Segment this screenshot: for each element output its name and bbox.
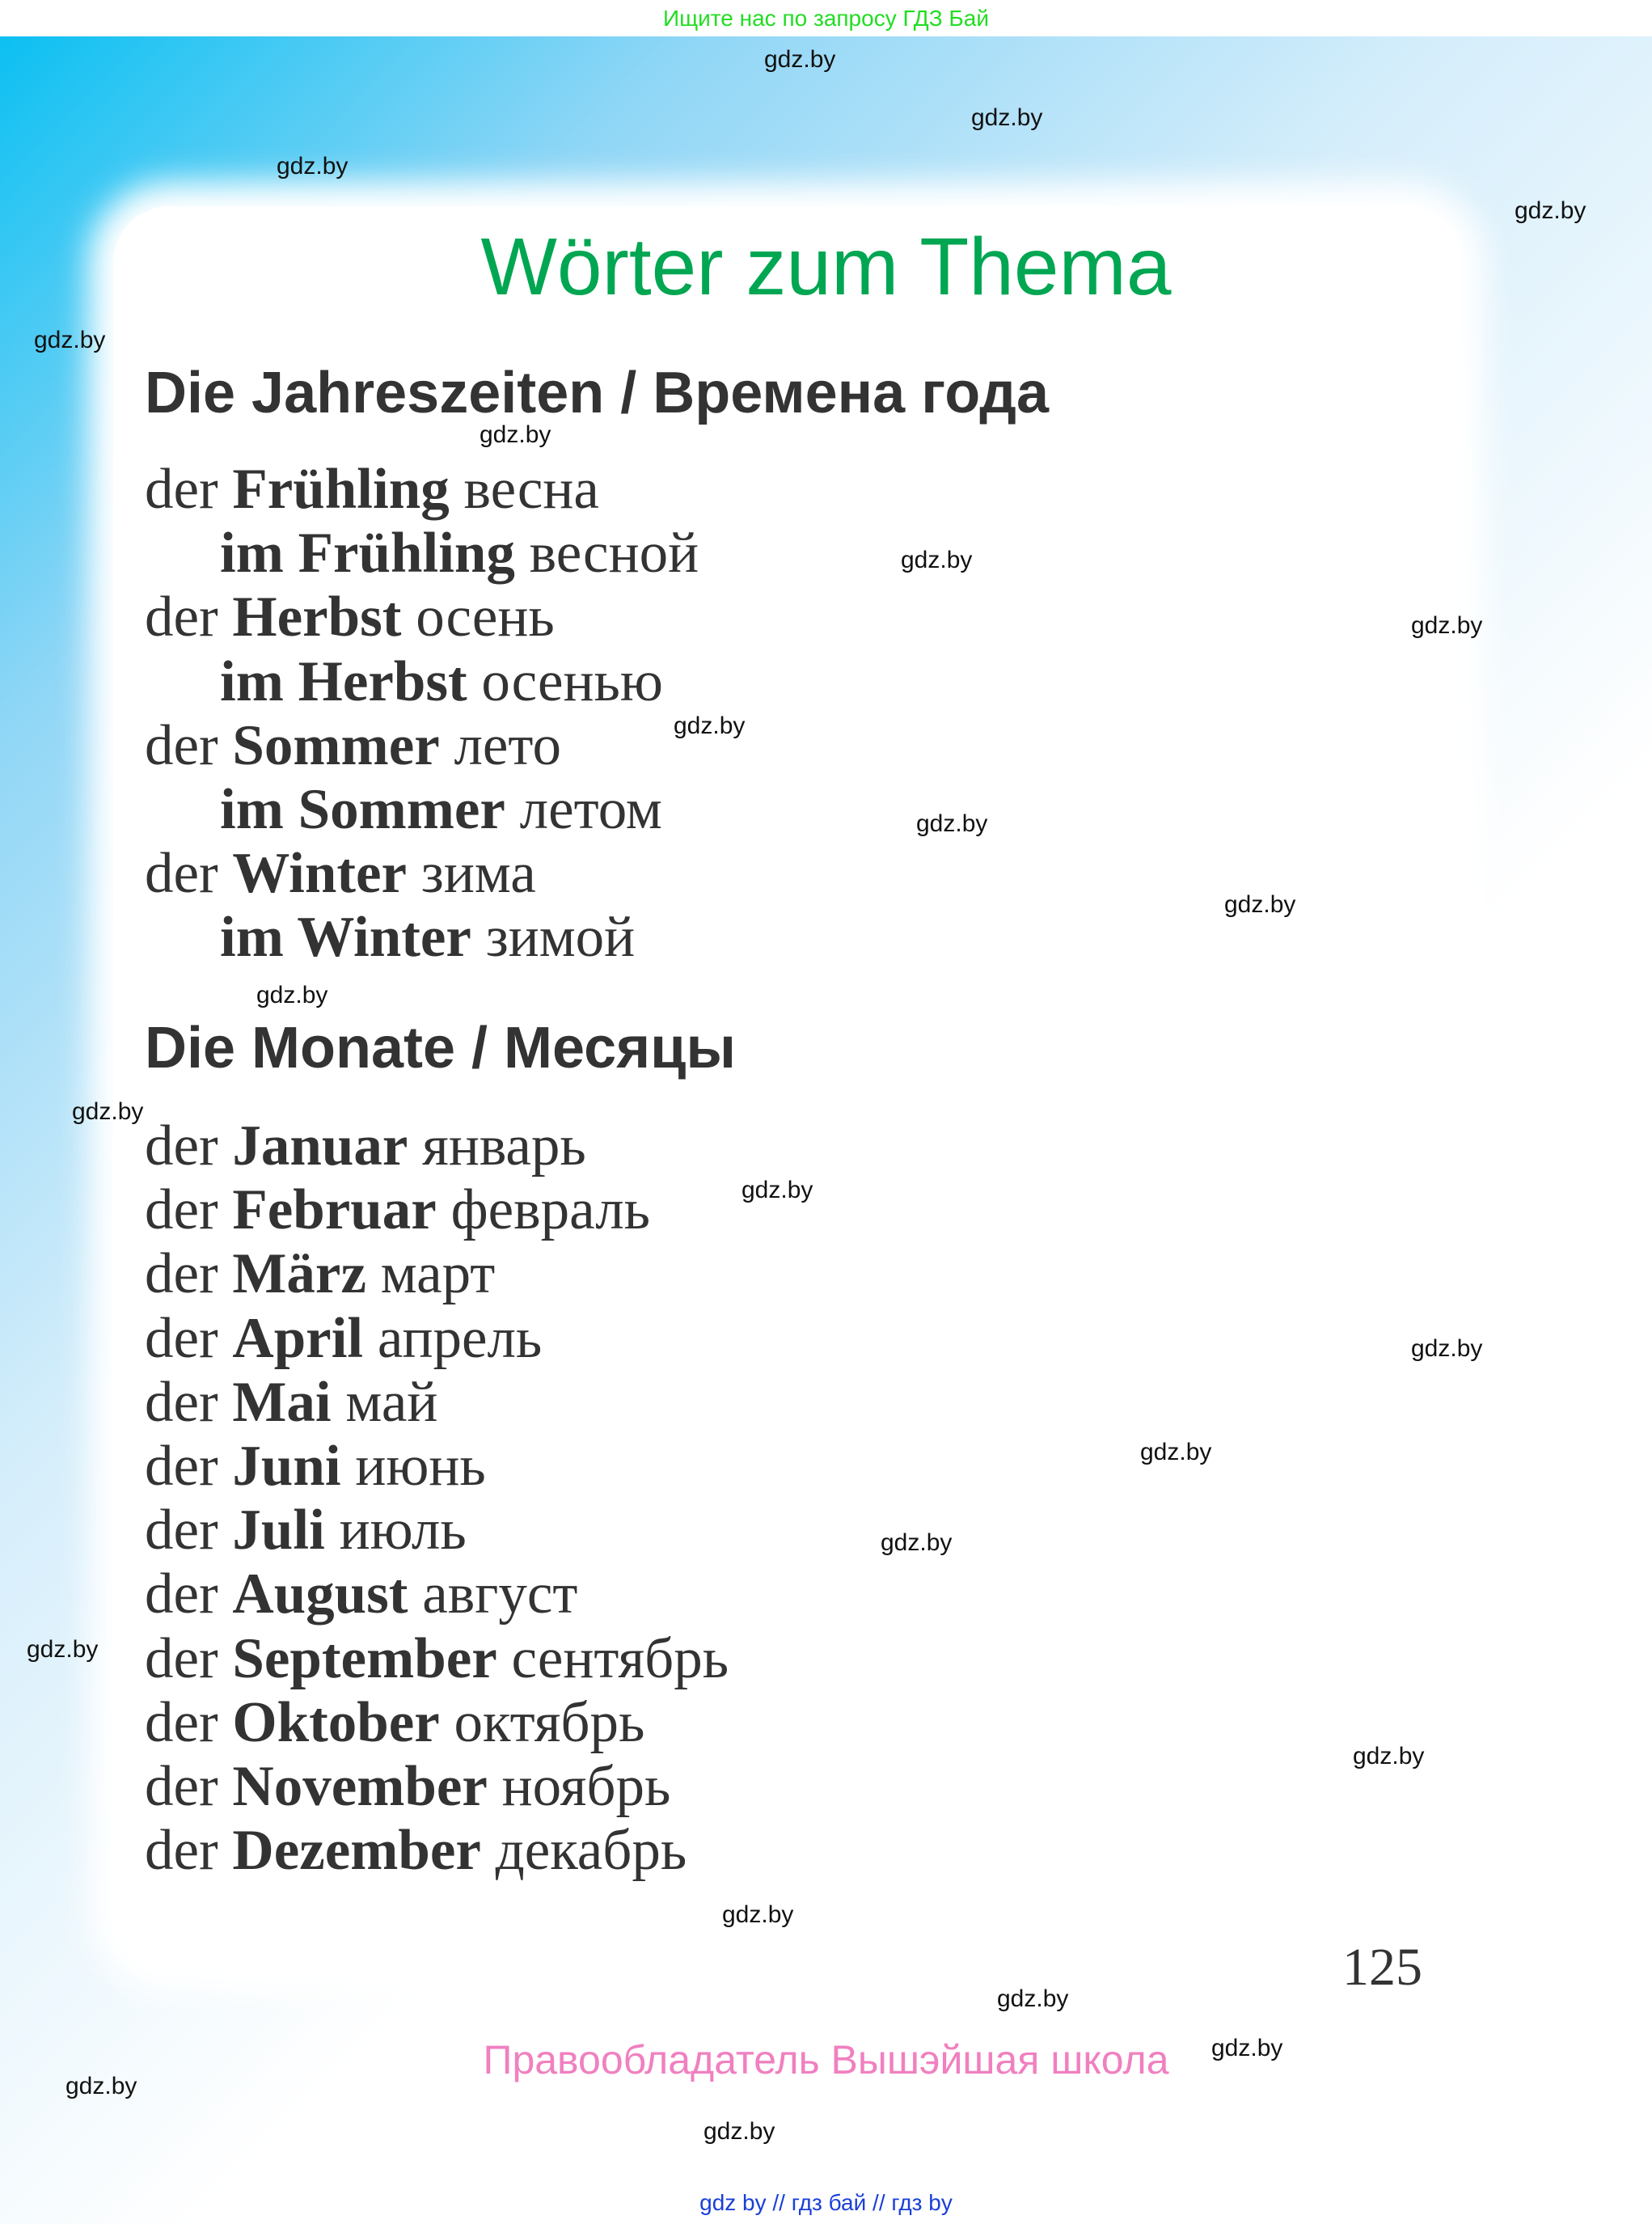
vocab-translation: летом (505, 778, 662, 841)
vocab-article: der (145, 1370, 233, 1434)
vocab-article: der (145, 713, 233, 777)
watermark-text: gdz.by (1211, 2035, 1283, 2061)
vocab-word: Mai (232, 1370, 332, 1434)
vocab-word: Januar (232, 1114, 408, 1178)
vocab-word: Oktober (232, 1690, 440, 1754)
vocab-article: der (145, 842, 233, 906)
vocab-article: der (145, 1690, 233, 1754)
vocab-word: November (232, 1755, 488, 1818)
vocab-article: der (145, 1306, 233, 1370)
vocab-entry (145, 842, 536, 906)
vocab-entry (145, 1242, 495, 1306)
vocab-entry (145, 1114, 586, 1178)
vocab-entry (145, 458, 599, 522)
watermark-text: gdz.by (741, 1177, 813, 1203)
watermark-text: gdz.by (997, 1985, 1069, 2012)
watermark-text: gdz.by (1515, 197, 1587, 224)
vocab-article: der (145, 1562, 233, 1626)
vocab-translation: январь (408, 1114, 586, 1178)
watermark-text: gdz.by (34, 327, 106, 353)
page-title: Wörter zum Thema (480, 222, 1172, 312)
section-heading-months: Die Monate / Месяцы (145, 1016, 736, 1080)
vocab-entry (145, 1691, 644, 1755)
watermark-text: gdz.by (256, 982, 328, 1008)
watermark-text: gdz.by (1411, 1335, 1483, 1362)
vocab-word: Herbst (232, 586, 402, 649)
vocab-word: im Winter (220, 906, 471, 970)
vocab-translation: июль (324, 1499, 467, 1562)
watermark-text: gdz.by (703, 2118, 775, 2145)
watermark-text: gdz.by (1353, 1743, 1425, 1769)
vocab-word: Winter (232, 842, 408, 906)
vocab-article: der (145, 1114, 233, 1178)
vocab-translation: зимой (471, 906, 636, 970)
watermark-text: gdz.by (1140, 1439, 1212, 1465)
watermark-text: gdz.by (901, 547, 973, 573)
vocab-translation: лето (439, 713, 562, 777)
vocab-word: April (232, 1306, 364, 1370)
vocab-article: der (145, 1242, 233, 1306)
vocab-translation: зима (407, 842, 536, 906)
vocab-word: August (232, 1562, 408, 1626)
watermark-text: gdz.by (65, 2073, 137, 2099)
watermark-text: gdz.by (480, 421, 551, 448)
watermark-text: gdz.by (1224, 891, 1296, 918)
vocab-word: September (232, 1626, 497, 1690)
vocab-word: Juni (232, 1435, 341, 1498)
vocab-entry (220, 522, 699, 586)
vocab-word: im Herbst (220, 649, 467, 713)
vocab-translation: февраль (436, 1178, 651, 1242)
vocab-word: Februar (232, 1178, 437, 1242)
vocab-word: Frühling (232, 458, 450, 521)
vocab-translation: июнь (340, 1435, 486, 1498)
vocab-article: der (145, 1178, 233, 1242)
watermark-text: gdz.by (722, 1901, 794, 1928)
vocab-article: der (145, 1499, 233, 1562)
vocab-article: der (145, 1819, 233, 1883)
watermark-text: gdz.by (1411, 612, 1483, 639)
vocab-article: der (145, 1435, 233, 1498)
page-number: 125 (1342, 1938, 1422, 1997)
copyright-notice: Правообладатель Вышэйшая школа (483, 2037, 1169, 2082)
vocab-entry (145, 1562, 577, 1626)
vocab-entry (220, 650, 663, 714)
vocab-entry (145, 1371, 437, 1435)
vocab-translation: октябрь (439, 1690, 645, 1754)
watermark-text: gdz.by (971, 104, 1043, 131)
vocab-entry (145, 1627, 729, 1691)
vocab-article: der (145, 458, 233, 521)
vocab-translation: май (331, 1370, 438, 1434)
vocab-entry (220, 906, 635, 970)
vocab-translation: август (408, 1562, 578, 1626)
vocab-translation: март (365, 1242, 496, 1306)
watermark-text: gdz.by (27, 1636, 99, 1663)
top-banner (0, 0, 1652, 36)
vocab-translation: сентябрь (496, 1626, 729, 1690)
vocab-translation: весна (449, 458, 599, 521)
vocab-translation: ноябрь (487, 1755, 671, 1818)
watermark-text: gdz.by (72, 1098, 144, 1125)
vocab-entry (145, 586, 555, 649)
vocab-word: im Sommer (220, 778, 505, 841)
vocab-entry (145, 1178, 650, 1242)
vocab-article: der (145, 1755, 233, 1818)
vocab-word: Juli (232, 1499, 325, 1562)
watermark-text: gdz.by (881, 1529, 953, 1556)
vocab-article: der (145, 586, 233, 649)
section-heading-seasons: Die Jahreszeiten / Времена года (145, 361, 1050, 425)
watermark-text: gdz.by (674, 712, 746, 739)
watermark-text: gdz.by (916, 810, 988, 837)
vocab-word: im Frühling (220, 522, 515, 586)
watermark-text: gdz.by (277, 153, 349, 180)
vocab-entry (145, 1307, 542, 1371)
vocab-entry (145, 1435, 486, 1499)
top-banner-text[interactable]: Ищите нас по запросу ГДЗ Бай (662, 6, 990, 31)
vocab-entry (145, 1819, 687, 1883)
vocab-translation: осень (401, 586, 555, 649)
vocab-word: März (232, 1242, 366, 1306)
footer-links[interactable]: gdz by // гдз бай // гдз by (699, 2190, 953, 2215)
vocab-word: Dezember (232, 1819, 481, 1883)
vocab-entry (145, 1499, 467, 1562)
vocab-word: Sommer (232, 713, 440, 777)
vocab-entry (220, 778, 662, 842)
vocab-entry (145, 714, 561, 778)
vocab-translation: весной (514, 522, 699, 586)
vocab-translation: апрель (363, 1306, 543, 1370)
vocab-translation: декабрь (480, 1819, 687, 1883)
watermark-text: gdz.by (764, 46, 836, 73)
vocab-translation: осенью (467, 649, 663, 713)
vocab-article: der (145, 1626, 233, 1690)
vocab-entry (145, 1755, 670, 1819)
